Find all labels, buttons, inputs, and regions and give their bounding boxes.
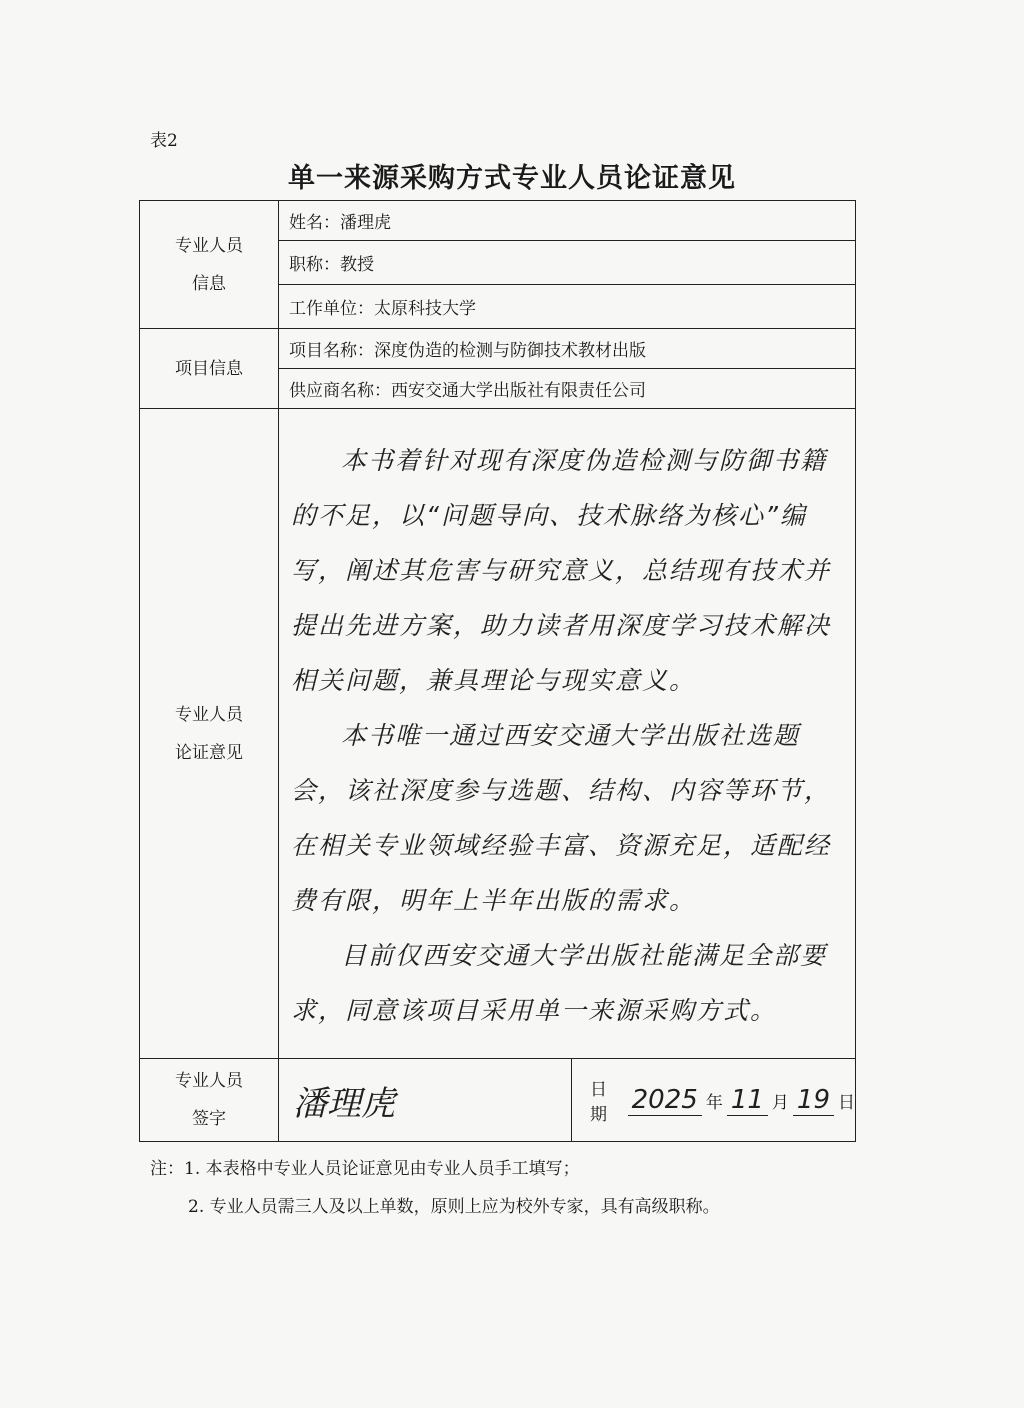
notes xyxy=(150,1150,720,1226)
expert-info-label: 专业人员信息 xyxy=(140,201,279,329)
opinion-handwriting xyxy=(279,409,855,1029)
signature-row xyxy=(279,1059,856,1142)
expert-title-field: 职称：教授 xyxy=(279,241,856,285)
handwritten-signature: 潘理虎 xyxy=(293,1083,395,1124)
date-label: 日期 xyxy=(590,1080,607,1125)
day-unit: 日 xyxy=(838,1092,855,1113)
opinion-cell xyxy=(279,409,856,1059)
signature-label: 专业人员签字 xyxy=(140,1059,279,1142)
date-month: 11 xyxy=(727,1085,768,1116)
opinion-label: 专业人员论证意见 xyxy=(140,409,279,1059)
note-2: 2. 专业人员需三人及以上单数，原则上应为校外专家，具有高级职称。 xyxy=(188,1197,720,1217)
project-info-label: 项目信息 xyxy=(140,329,279,409)
opinion-paragraph: 本书唯一通过西安交通大学出版社选题会，该社深度参与选题、结构、内容等环节，在相关专业领域经验丰富、资源充足，适配经费有限，明年上半年出版的需求。 xyxy=(291,721,832,915)
signature-box xyxy=(279,1059,572,1141)
date-day: 19 xyxy=(793,1085,834,1116)
project-name-field: 项目名称：深度伪造的检测与防御技术教材出版 xyxy=(279,329,856,369)
supplier-field: 供应商名称：西安交通大学出版社有限责任公司 xyxy=(279,369,856,409)
date-box xyxy=(572,1059,855,1141)
date-year: 2025 xyxy=(628,1085,702,1116)
month-unit: 月 xyxy=(771,1092,789,1113)
page-label: 表2 xyxy=(150,131,178,151)
note-1: 注：1. 本表格中专业人员论证意见由专业人员手工填写； xyxy=(150,1159,580,1179)
expert-name-field: 姓名：潘理虎 xyxy=(279,201,856,241)
year-unit: 年 xyxy=(705,1092,723,1113)
opinion-paragraph: 目前仅西安交通大学出版社能满足全部要求，同意该项目采用单一来源采购方式。 xyxy=(291,941,828,1025)
argument-form-table xyxy=(139,200,856,1142)
opinion-paragraph: 本书着针对现有深度伪造检测与防御书籍的不足，以“问题导向、技术脉络为核心”编写，阐述其危害与研究意义，总结现有技术并提出先进方案，助力读者用深度学习技术解决相关问题，兼具理论与现实意义。 xyxy=(291,446,832,695)
page-title: 单一来源采购方式专业人员论证意见 xyxy=(288,163,736,194)
expert-employer-field: 工作单位：太原科技大学 xyxy=(279,285,856,329)
